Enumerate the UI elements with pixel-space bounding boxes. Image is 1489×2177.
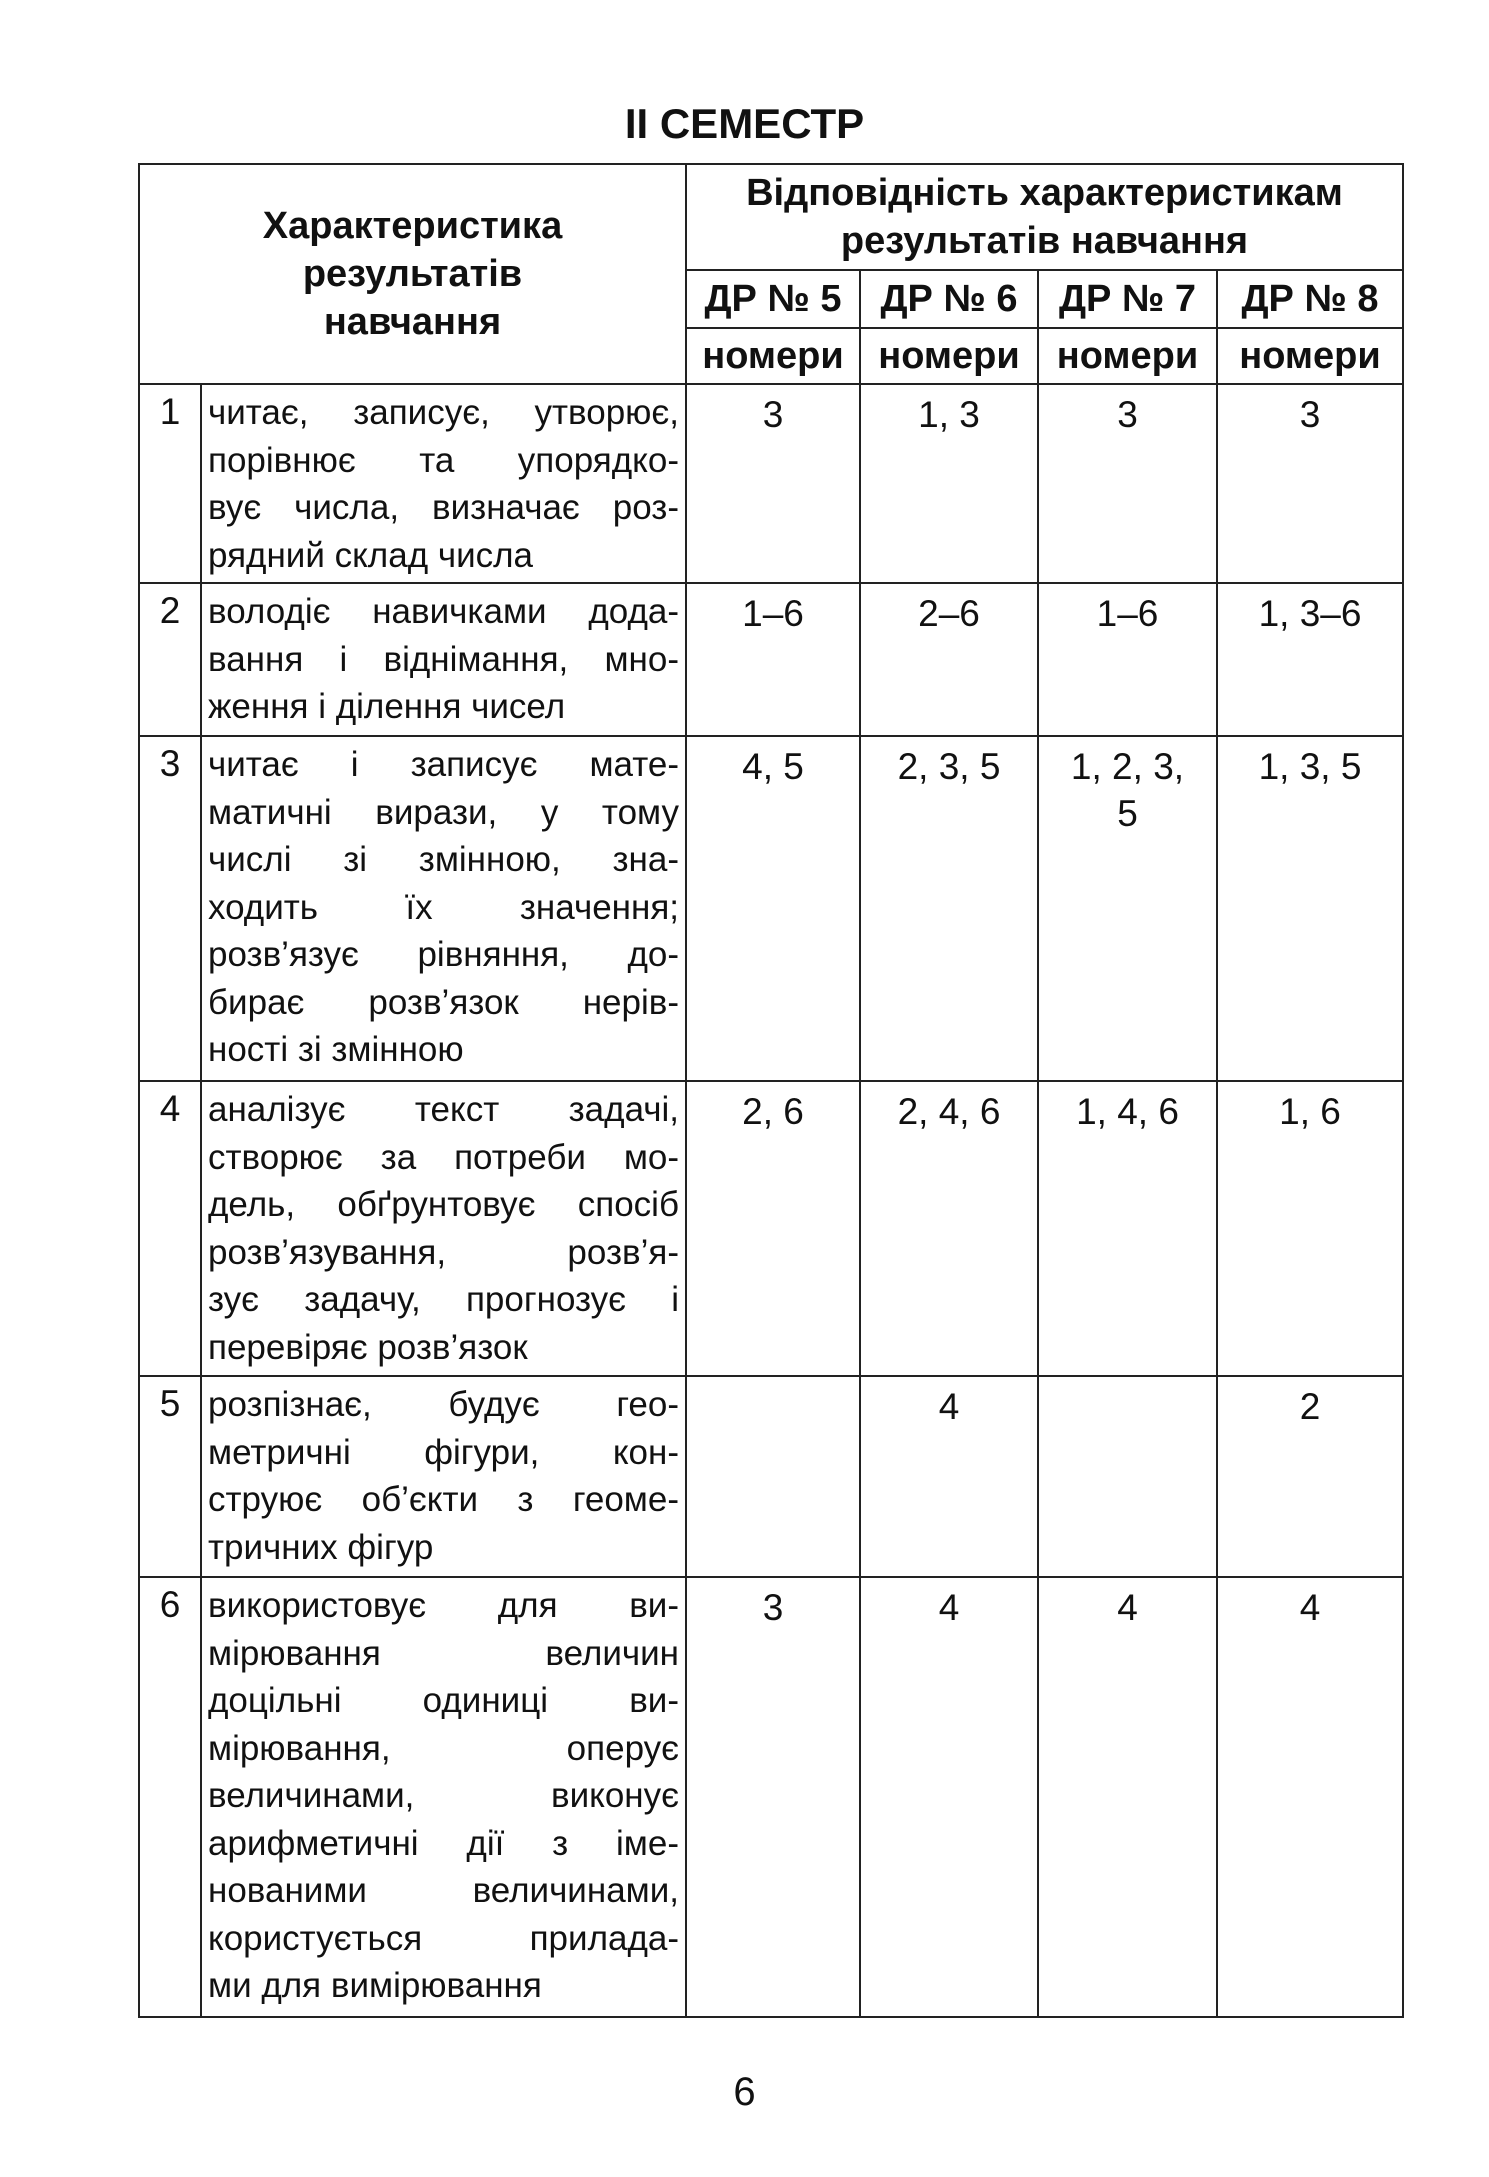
text-line: струює об’єкти з геоме- bbox=[208, 1480, 679, 1519]
text-line: бирає розв’язок нерів- bbox=[208, 982, 679, 1022]
text-line: доцільні одиниці ви- bbox=[208, 1681, 679, 1720]
subheader: номери bbox=[1217, 328, 1403, 384]
characteristic-text bbox=[201, 1577, 686, 2017]
text-line: величинами, виконує bbox=[208, 1776, 679, 1815]
row-number: 5 bbox=[139, 1376, 201, 1577]
task-numbers-cell: 2–6 bbox=[860, 583, 1038, 736]
text-line: ходить їх значення; bbox=[208, 887, 679, 927]
task-numbers-cell: 2, 4, 6 bbox=[860, 1081, 1038, 1376]
characteristic-text bbox=[201, 736, 686, 1081]
task-numbers-cell: 1, 6 bbox=[1217, 1081, 1403, 1376]
task-numbers-cell: 4 bbox=[860, 1577, 1038, 2017]
page-number: 6 bbox=[733, 2070, 756, 2114]
task-numbers-cell: 2 bbox=[1217, 1376, 1403, 1577]
table-row bbox=[139, 384, 1403, 583]
page-title: II СЕМЕСТР bbox=[624, 100, 865, 147]
text-line: мірювання, оперує bbox=[208, 1728, 679, 1768]
text-line: порівнює та упорядко- bbox=[208, 440, 679, 480]
work-header: ДР № 8 bbox=[1217, 270, 1403, 328]
characteristic-text bbox=[201, 583, 686, 736]
task-numbers-cell bbox=[1038, 1376, 1217, 1577]
task-numbers-cell: 2, 3, 5 bbox=[860, 736, 1038, 1081]
table-row bbox=[139, 1081, 1403, 1376]
text-line: тричних фігур bbox=[208, 1527, 434, 1567]
task-numbers-cell: 2, 6 bbox=[686, 1081, 860, 1376]
row-number: 6 bbox=[139, 1577, 201, 2017]
task-numbers-cell: 3 bbox=[1038, 384, 1217, 583]
row-number: 2 bbox=[139, 583, 201, 736]
task-numbers-cell: 1, 3 bbox=[860, 384, 1038, 583]
text-line: аналізує текст задачі, bbox=[208, 1090, 679, 1129]
text-line: мірювання величин bbox=[208, 1633, 679, 1673]
text-line: вання і віднімання, мно- bbox=[208, 639, 679, 679]
task-numbers-cell bbox=[686, 1376, 860, 1577]
task-numbers-cell: 4 bbox=[860, 1376, 1038, 1577]
characteristic-text bbox=[201, 1376, 686, 1577]
characteristic-text bbox=[201, 384, 686, 583]
task-numbers-cell: 4, 5 bbox=[686, 736, 860, 1081]
text-line: нованими величинами, bbox=[208, 1871, 679, 1910]
characteristic-header-label: Характеристика результатів навчання bbox=[262, 205, 563, 343]
table-row bbox=[139, 583, 1403, 736]
text-line: рядний склад числа bbox=[208, 535, 534, 575]
text-line: використовує для ви- bbox=[208, 1586, 679, 1625]
work-header: ДР № 5 bbox=[686, 270, 860, 328]
task-numbers-cell: 3 bbox=[1217, 384, 1403, 583]
text-line: читає, записує, утворює, bbox=[208, 393, 679, 432]
results-table bbox=[138, 163, 1404, 2018]
text-line: ження і ділення чисел bbox=[208, 687, 566, 726]
text-line: створює за потреби мо- bbox=[208, 1137, 679, 1177]
task-numbers-cell: 1, 3, 5 bbox=[1217, 736, 1403, 1081]
text-line: метричні фігури, кон- bbox=[208, 1432, 679, 1472]
task-numbers-cell: 1, 3–6 bbox=[1217, 583, 1403, 736]
text-line: ми для вимірювання bbox=[208, 1966, 542, 2005]
table-row bbox=[139, 1376, 1403, 1577]
subheader: номери bbox=[686, 328, 860, 384]
task-numbers-cell: 4 bbox=[1038, 1577, 1217, 2017]
row-number: 1 bbox=[139, 384, 201, 583]
row-number: 4 bbox=[139, 1081, 201, 1376]
text-line: володіє навичками дода- bbox=[208, 592, 679, 631]
text-line: розв’язує рівняння, до- bbox=[208, 935, 679, 974]
subheader: номери bbox=[1038, 328, 1217, 384]
work-header: ДР № 6 bbox=[860, 270, 1038, 328]
text-line: числі зі змінною, зна- bbox=[208, 840, 679, 879]
text-line: ності зі змінною bbox=[208, 1030, 464, 1069]
text-line: перевіряє розв’язок bbox=[208, 1327, 528, 1367]
task-numbers-cell: 4 bbox=[1217, 1577, 1403, 2017]
task-numbers-cell: 3 bbox=[686, 384, 860, 583]
subheader: номери bbox=[860, 328, 1038, 384]
text-line: користується прилада- bbox=[208, 1918, 679, 1958]
work-header: ДР № 7 bbox=[1038, 270, 1217, 328]
text-line: вує числа, визначає роз- bbox=[208, 488, 679, 527]
table-row bbox=[139, 1577, 1403, 2017]
characteristic-text bbox=[201, 1081, 686, 1376]
row-number: 3 bbox=[139, 736, 201, 1081]
text-line: розв’язування, розв’я- bbox=[208, 1232, 679, 1272]
table-row bbox=[139, 736, 1403, 1081]
text-line: зує задачу, прогнозує і bbox=[208, 1280, 679, 1319]
task-numbers-cell: 3 bbox=[686, 1577, 860, 2017]
text-line: арифметичні дії з іме- bbox=[208, 1823, 679, 1863]
text-line: читає і записує мате- bbox=[208, 745, 679, 784]
task-numbers-cell: 1, 2, 3, 5 bbox=[1038, 736, 1217, 1081]
task-numbers-cell: 1–6 bbox=[1038, 583, 1217, 736]
text-line: розпізнає, будує гео- bbox=[208, 1385, 679, 1424]
correspondence-header: Відповідність характеристикам результатів навчання bbox=[686, 164, 1403, 270]
task-numbers-cell: 1, 4, 6 bbox=[1038, 1081, 1217, 1376]
task-numbers-cell: 1–6 bbox=[686, 583, 860, 736]
characteristic-header bbox=[139, 164, 686, 384]
text-line: дель, обґрунтовує спосіб bbox=[208, 1185, 679, 1224]
text-line: матичні вирази, у тому bbox=[208, 792, 679, 832]
